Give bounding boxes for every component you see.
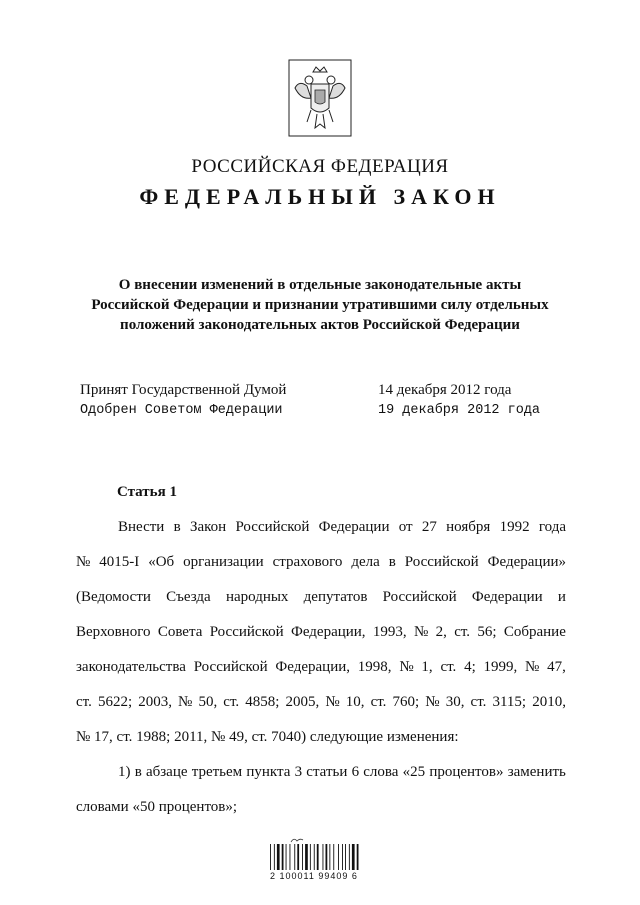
paragraph-line: (Ведомости Съезда народных депутатов Российской Федерации и — [76, 589, 566, 605]
law-title-line: О внесении изменений в отдельные законодательные акты — [118, 277, 522, 293]
law-title-line: Российской Федерации и признании утратившими силу отдельных — [91, 297, 549, 313]
item-line: 1) в абзаце третьем пункта 3 статьи 6 слова «25 процентов» заменить — [118, 764, 566, 780]
coat-of-arms-emblem-icon — [287, 58, 353, 138]
barcode-number: 2 100011 99409 6 — [270, 871, 358, 881]
country-heading: РОССИЙСКАЯ ФЕДЕРАЦИЯ — [191, 156, 449, 177]
duma-adoption-label: Принят Государственной Думой — [80, 382, 287, 398]
barcode-image — [270, 844, 360, 870]
paragraph-line: Верховного Совета Российской Федерации, 1993, № 2, ст. 56; Собрание — [76, 624, 566, 640]
council-approval-date: 19 декабря 2012 года — [378, 403, 541, 418]
paragraph-line: Внести в Закон Российской Федерации от 27 ноября 1992 года — [118, 519, 566, 535]
paragraph-line: № 4015-I «Об организации страхового дела в Российской Федерации» — [76, 554, 566, 570]
duma-adoption-date: 14 декабря 2012 года — [378, 382, 512, 398]
article-body — [76, 510, 566, 825]
document-type-heading: ФЕДЕРАЛЬНЫЙ ЗАКОН — [139, 184, 501, 209]
council-approval-label: Одобрен Советом Федерации — [80, 403, 283, 418]
law-title — [60, 275, 580, 335]
article-heading: Статья 1 — [117, 484, 177, 500]
law-title-line: положений законодательных актов Российской Федерации — [120, 317, 520, 333]
paragraph-line: № 17, ст. 1988; 2011, № 49, ст. 7040) следующие изменения: — [76, 729, 459, 745]
item-line: словами «50 процентов»; — [76, 799, 238, 815]
paragraph-line: ст. 5622; 2003, № 50, ст. 4858; 2005, № 10, ст. 760; № 30, ст. 3115; 2010, — [76, 694, 566, 710]
paragraph-line: законодательства Российской Федерации, 1998, № 1, ст. 4; 1999, № 47, — [76, 659, 566, 675]
